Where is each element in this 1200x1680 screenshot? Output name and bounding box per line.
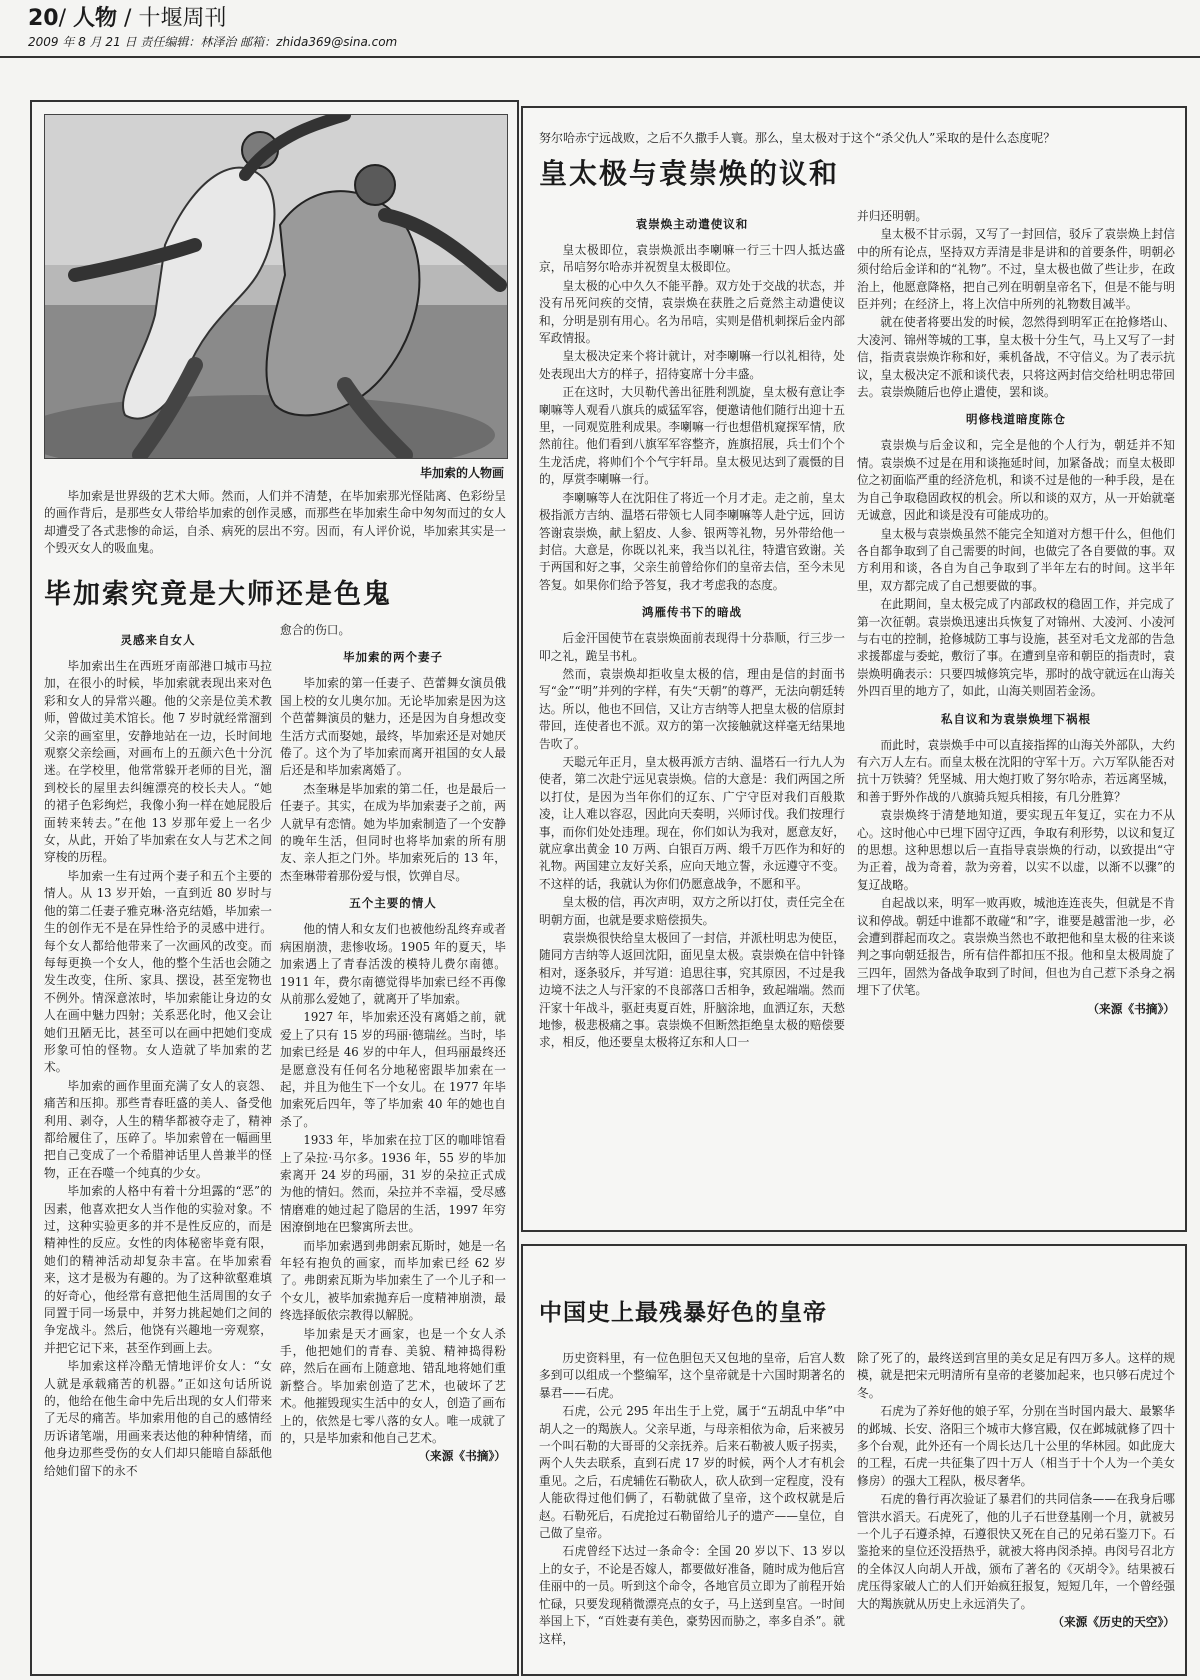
paragraph: 毕加索出生在西班牙南部港口城市马拉加，在很小的时候，毕加索就表现出来对色彩和女人的异常兴趣。他的父亲是位美术教师，曾做过美术馆长。他 7 岁时就经常溜到父亲的画室里，安静地站在一边，长时间地观察父亲绘画，对画布上的五颜六色十分沉迷。在学校里，他常常躲开老师的目光，溜到校长的屋里去纠缠漂亮的校长夫人。“她的裙子色彩绚烂，我像小狗一样在她屁股后面转来转去。”在他 13 岁那年爱上一名少女，从此，开始了毕加索在女人与艺术之间穿梭的历程。 xyxy=(44,659,272,865)
paragraph: 皇太极的心中久久不能平静。双方处于交战的状态，并没有吊死问疾的交情，袁崇焕在获胜之后竟然主动遣使议和，分明是别有用心。名为吊唁，实则是借机刺探后金内部军政情报。 xyxy=(539,278,845,346)
article-column xyxy=(44,622,272,1674)
paragraph: 毕加索的第一任妻子、芭蕾舞女演员俄国上校的女儿奥尔加。无论毕加索是因为这个芭蕾舞演员的魅力，还是因为自身想改变生活方式而娶她，最终，毕加索还是对她厌倦了。这个为了毕加索而离开祖国的女人最后还是和毕加索离婚了。 xyxy=(280,676,506,778)
paragraph: 石虎为了养好他的娘子军，分别在当时国内最大、最繁华的邺城、长安、洛阳三个城市大修宫殿，仅在邺城就修了四十多个台观，此外还有一个周长达几十公里的华林园。如此庞大的工程，石虎一共征集了四十万人（相当于十个人为一个美女修房）的强大工程队，极尽奢华。 xyxy=(857,1404,1175,1488)
paragraph: 自起战以来，明军一败再败，城池连连丧失，但就是不肯议和停战。朝廷中谁都不敢碰“和”字，谁要是越雷池一步，必会遭到群起而攻之。袁崇焕当然也不敢把他和皇太极的往来谈判之事向朝廷报告，所有信件都扣压不报。他和皇太极周旋了三四年，固然为备战争取到了时间，但也为自己惹下杀身之祸埋下了伏笔。 xyxy=(857,896,1175,998)
page-number: 20 xyxy=(28,6,59,31)
paragraph: 除了死了的，最终送到宫里的美女足足有四万多人。这样的规模，就是把宋元明清所有皇帝的老婆加起来，也只够石虎过个冬。 xyxy=(857,1351,1175,1400)
paragraph: 愈合的伤口。 xyxy=(280,623,351,637)
paragraph: 正在这时，大贝勒代善出征胜利凯旋，皇太极有意让李喇嘛等人观看八旗兵的威猛军容，便邀请他们随行出迎十五里，一同观览胜利成果。李喇嘛一行也想借机窥探军情，欣然前往。他们看到八旗军军容整齐，旌旗招展，兵士们个个生龙活虎，将帅们个个气宇轩昂。皇太极见达到了震慑的目的，厚赏李喇嘛一行。 xyxy=(539,385,845,487)
subheading: 鸿雁传书下的暗战 xyxy=(642,605,742,620)
picasso-article-box xyxy=(30,100,519,1676)
huangtaiji-article-box xyxy=(521,106,1187,1232)
subheading: 袁崇焕主动遣使议和 xyxy=(635,217,749,231)
source-credit: （来源《书摘》） xyxy=(418,1449,506,1464)
paragraph: 1927 年，毕加索还没有离婚之前，就爱上了只有 15 岁的玛丽·德瑞丝。当时，毕加索已经是 46 岁的中年人，但玛丽最终还是愿意没有任何名分地秘密跟毕加索在一起，并且为他生下一个女儿。在 1977 年毕加索死后四年，等了毕加索 40 年的她也自杀了。 xyxy=(280,1010,506,1129)
paragraph: 皇太极不甘示弱，又写了一封回信，驳斥了袁崇焕上封信中的所有论点，坚持双方弄清是非是讲和的首要条件，明朝必须付给后金详和的“礼物”。不过，皇太极也做了些让步，在政治上，他愿意降格，把自己列在明朝皇帝名下，但是不能与明臣并列；在经济上，将上次信中所列的礼物数目减半。 xyxy=(857,227,1175,312)
paragraph: 袁崇焕与后金议和，完全是他的个人行为，朝廷并不知情。袁崇焕不过是在用和谈拖延时间，加紧备战；而皇太极即位之初面临严重的经济危机，和谈不过是他的一种手段，是在为自己争取稳固政权的机会。所以和谈的双方，从一开始就毫无诚意，因此和谈是没有可能成功的。 xyxy=(857,438,1175,523)
header-info-line: 2009 年 8 月 21 日 责任编辑：林泽治 邮箱：zhida369@sina.com xyxy=(28,35,398,49)
paragraph: 然而，袁崇焕却拒收皇太极的信，理由是信的封面书写“金”“明”并列的字样，有失“天朝”的尊严，无法向朝廷转达。所以，他也不回信，又让方吉纳等人把皇太极的信原封带回，连使者也不派。双方的第一次接触就这样毫无结果地告吹了。 xyxy=(539,666,845,751)
paragraph: 杰奎琳是毕加索的第二任，也是最后一任妻子。其实，在成为毕加索妻子之前，两人就早有恋情。她为毕加索制造了一个安静的晚年生活，但同时也将毕加索的所有朋友、亲人拒之门外。毕加索死后的 13 年，杰奎琳带着那份爱与恨，饮弹自尽。 xyxy=(280,781,506,883)
article-column xyxy=(539,206,845,1224)
article-column xyxy=(539,1350,845,1672)
subheading: 明修栈道暗度陈仓 xyxy=(966,412,1066,427)
article-headline: 毕加索究竟是大师还是色鬼 xyxy=(44,579,392,610)
paragraph: 1933 年，毕加索在拉丁区的咖啡馆看上了朵拉·马尔多。1936 年，55 岁的毕加索离开 24 岁的玛丽，31 岁的朵拉正式成为他的情妇。然而，朵拉并不幸福，受尽感情磨难的她过起了隐居的生活，1997 年穷困潦倒地在巴黎寓所去世。 xyxy=(280,1133,506,1235)
paragraph: 他的情人和女友们也被他纷乱终弃或者病困崩溃，悲惨收场。1905 年的夏天，毕加索遇上了青春活泼的模特儿费尔南德。1911 年，费尔南德觉得毕加索已经不再像从前那么爱她了，就离开了毕加索。 xyxy=(280,922,506,1006)
paragraph: 而毕加索遇到弗朗索瓦斯时，她是一名年轻有抱负的画家，而毕加索已经 62 岁了。弗朗索瓦斯为毕加索生了一个儿子和一个女儿，被毕加索抛弃后一度精神崩溃，最终选择皈依宗教得以解脱。 xyxy=(280,1238,506,1323)
lede-paragraph: 毕加索是世界级的艺术大师。然而，人们并不清楚，在毕加索那光怪陆离、色彩纷呈的画作背后，是那些女人带给毕加索的创作灵感，而那些在毕加索生命中匆匆而过的女人却遭受了各式悲惨的命运，自杀、病死的层出不穷。因而，有人评价说，毕加索其实是一个毁灭女人的吸血鬼。 xyxy=(44,489,506,556)
painting-illustration xyxy=(45,115,507,458)
paragraph: 石虎，公元 295 年出生于上党，属于“五胡乱中华”中胡人之一的羯族人。父亲早逝，与母亲相依为命，后来被另一个叫石勒的大哥哥的父亲抚养。后来石勒被人贩子拐卖，两个人失去联系，直到石虎 17 岁的时候，两个人才有机会重见。之后，石虎辅佐石勒砍人，砍人砍到一定程度，没有人能砍得过他们俩了，石勒就做了皇帝，这个政权就是后赵。石勒死后，石虎抢过石勒留给儿子的遗产——皇位，自己做了皇帝。 xyxy=(539,1404,845,1541)
subheading: 灵感来自女人 xyxy=(120,633,196,647)
paragraph: 皇太极决定来个将计就计，对李喇嘛一行以礼相待，处处表现出大方的样子，招待宴席十分丰盛。 xyxy=(539,349,845,381)
paragraph: 皇太极与袁崇焕虽然不能完全知道对方想干什么，但他们各自都争取到了自己需要的时间，也做完了各自要做的事。双方利用和谈，各自为自己争取到了半年左右的时间。这半年里，双方都完成了自己想要做的事。 xyxy=(857,526,1175,593)
paragraph: 袁崇焕终于清楚地知道，要实现五年复辽，实在力不从心。这时他心中已埋下固守辽西，争取有利形势，以议和复辽的思想。这种思想以后一直指导袁崇焕的行动，以致提出“守为正着，战为奇着，款为旁着，以实不以虚，以渐不以骤”的复辽战略。 xyxy=(857,808,1175,892)
paragraph: 毕加索一生有过两个妻子和五个主要的情人。从 13 岁开始，一直到近 80 岁时与他的第二任妻子雅克琳·洛克结婚，毕加索一生的创作无不是在异性给予的灵感中进行。每个女人都给他带来了一次画风的改变。而每每更换一个女人，他的整个生活也会随之发生改变，住所、家具、摆设，甚至宠物也不例外。情深意浓时，毕加索能让身边的女人在画中魅力四射；关系恶化时，他又会让她们丑陋无比，甚至可以在画中把她们变成形象可怕的怪物。女人造就了毕加索的艺术。 xyxy=(44,868,272,1075)
subheading: 私自议和为袁崇焕埋下祸根 xyxy=(941,711,1091,726)
image-caption: 毕加索的人物画 xyxy=(419,466,504,480)
paragraph: 袁崇焕很快给皇太极回了一封信，并派杜明忠为使臣，随同方吉纳等人返回沈阳，面见皇太极。袁崇焕在信中针锋相对，逐条驳斥，并写道：追思往事，究其原因，不过是我边境不法之人与汗家的不良部落口舌相争，致起端端。然而汗家十年战斗，驱赶夷夏百姓，肝脑涂地，血洒辽东，天愁地惨，极悲极痛之事。袁崇焕不但断然拒绝皇太极的赔偿要求，相反，他还要皇太极将辽东和人口一 xyxy=(539,931,845,1050)
paragraph: 就在使者将要出发的时候，忽然得到明军正在抢修塔山、大凌河、锦州等城的工事，皇太极十分生气，马上又写了一封信，指责袁崇焕诈称和好，乘机备战，不守信义。为了表示抗议，皇太极决定不派和谈代表，只将这两封信交给杜明忠带回去。袁崇焕随后也停止遣使，罢和谈。 xyxy=(857,315,1175,400)
paragraph: 历史资料里，有一位色胆包天又包地的皇帝，后宫人数多到可以组成一个整编军，这个皇帝就是十六国时期著名的暴君——石虎。 xyxy=(539,1351,845,1400)
header-rule xyxy=(0,56,1200,58)
article-intro: 努尔哈赤宁远战败，之后不久撒手人寰。那么，皇太极对于这个“杀父仇人”采取的是什么态度呢？ xyxy=(539,131,1056,145)
header-title xyxy=(28,4,1178,34)
paragraph: 毕加索这样冷酷无情地评价女人：“女人就是承载痛苦的机器。”正如这句话所说的，他给在他生命中先后出现的女人们带来了无尽的痛苦。毕加索用他的自己的感情经历诉诸笔端，用画来表达他的种种情绪，而他身边那些受伤的女人们却只能暗自舔舐他给她们留下的永不 xyxy=(44,1359,272,1478)
article-headline: 皇太极与袁崇焕的议和 xyxy=(539,157,840,190)
paragraph: 石虎曾经下达过一条命令：全国 20 岁以下、13 岁以上的女子，不论是否嫁人，都要做好准备，随时成为他后宫佳丽中的一员。听到这个命令，各地官员立即为了前程开始忙碌，只要发现稍微漂亮点的女子，马上送到皇宫。一时间举国上下，“百姓妻有美色，豪势因而胁之，率多自杀”。就这样， xyxy=(539,1544,845,1646)
article-column xyxy=(857,208,1175,1224)
header-slash: / xyxy=(58,6,74,31)
paragraph: 在此期间，皇太极完成了内部政权的稳固工作，并完成了第一次征朝。袁崇焕迅速出兵恢复了对锦州、大凌河、小凌河与右屯的控制，抢修城防工事与设施，甚至对毛文龙部的告急求援都虚与委蛇，敷衍了事。在遭到皇帝和朝臣的指责时，袁崇焕明确表示：只要四城修筑完毕，那时的战守就远在山海关外四百里的地方了，如此，山海关则固若金汤。 xyxy=(857,597,1175,699)
subheading: 毕加索的两个妻子 xyxy=(343,650,443,665)
section-name: 人物 xyxy=(73,6,118,31)
paragraph: 天聪元年正月，皇太极再派方吉纳、温塔石一行九人为使者，第二次赴宁远见袁崇焕。信的大意是：我们两国之所以打仗，是因为当年你们的辽东、广宁守臣对我们百般欺凌，让人难以容忍，因此向天奏明，兴师讨伐。我们按理行事，而你们处处违理。现在，你们如认为我对，愿意友好，就应拿出黄金 10 万两、白银百万两、缎千万匹作为和好的礼物。两国建立友好关系，应向天地立誓，永远遵守不变。不这样的话，我就认为你们仍愿意战争，不愿和平。 xyxy=(539,754,845,891)
picasso-painting-image xyxy=(44,114,508,459)
paragraph: 皇太极的信，再次声明，双方之所以打仗，责任完全在明朝方面，也就是要求赔偿损失。 xyxy=(539,895,845,927)
paragraph: 李喇嘛等人在沈阳住了将近一个月才走。走之前，皇太极指派方吉纳、温塔石带领七人同李喇嘛等人赴宁远，回访答谢袁崇焕，献上貂皮、人参、银两等礼物，另外带给他一封信。大意是，你既以礼来，我当以礼往，特遣官致谢。关于两国和好之事，父亲生前曾给你们的皇帝去信，至今未见答复。如果你们给予答复，我才考虑我的态度。 xyxy=(539,490,845,592)
paragraph: 毕加索的人格中有着十分坦露的“恶”的因素，他喜欢把女人当作他的实验对象。不过，这种实验更多的并不是性反应的，而是精神性的反应。女性的肉体秘密毕竟有限，她们的精神活动却复杂丰富。在毕加索看来，这才是极为有趣的。为了这种欲壑难填的好奇心，他经常有意把他生活周围的女子同置于同一场景中，并努力挑起她们之间的争宠战斗。然后，他饶有兴趣地一旁观察，并把它记下来，甚至作到画上去。 xyxy=(44,1184,272,1355)
paragraph: 石虎的鲁行再次验证了暴君们的共同信条——在我身后哪管洪水滔天。石虎死了，他的儿子石世登基刚一个月，就被另一个儿子石遵杀掉，石遵很快又死在自己的兄弟石鉴刀下。石鉴抢来的皇位还没捂热乎，就被大将冉闵杀掉。冉闵号召北方的全体汉人向胡人开战，颁布了著名的《灭胡令》。结果被石虎压得家破人亡的人们开始疯狂报复，短短几年，一个曾经强大的羯族就从历史上永远消失了。 xyxy=(857,1492,1175,1611)
article-lede xyxy=(44,488,506,558)
publication-name: 十堰周刊 xyxy=(138,6,227,31)
source-credit: （来源《书摘》） xyxy=(1087,1001,1175,1016)
paragraph: 皇太极即位，袁崇焕派出李喇嘛一行三十四人抵达盛京，吊唁努尔哈赤并祝贺皇太极即位。 xyxy=(539,243,845,275)
subheading: 五个主要的情人 xyxy=(349,896,437,911)
page-header xyxy=(28,4,1178,58)
shihu-article-box xyxy=(521,1244,1187,1676)
article-column xyxy=(857,1350,1175,1672)
paragraph: 并归还明朝。 xyxy=(857,209,928,223)
article-column xyxy=(280,622,506,1674)
header-slash: / xyxy=(117,6,139,31)
paragraph: 而此时，袁崇焕手中可以直接指挥的山海关外部队，大约有六万人左右。而皇太极在沈阳的守军十万。六万军队能否对抗十万铁骑？凭坚城、用大炮打败了努尔哈赤，若远离坚城，和善于野外作战的八旗骑兵短兵相接，有几分胜算？ xyxy=(857,737,1175,804)
paragraph: 毕加索是天才画家，也是一个女人杀手，他把她们的青春、美貌、精神捣得粉碎，然后在画布上随意地、错乱地将她们重新整合。毕加索创造了艺术，也破坏了艺术。他摧毁现实生活中的女人，创造了画布上的，依然是七零八落的女人。唯一成就了的，只是毕加索和他自己艺术。 xyxy=(280,1326,506,1446)
article-headline: 中国史上最残暴好色的皇帝 xyxy=(539,1300,827,1326)
paragraph: 毕加索的画作里面充满了女人的哀怨、痛苦和压抑。那些青春旺盛的美人、备受他利用、剥夺，人生的精华都被夺走了，精神都给履住了，压碎了。毕加索曾在一幅画里把自己变成了一个希腊神话里人兽兼半的怪物，正在吞噬一个纯真的少女。 xyxy=(44,1078,272,1180)
source-credit: （来源《历史的天空》） xyxy=(1052,1615,1175,1630)
paragraph: 后金汗国使节在袁崇焕面前表现得十分恭顺，行三步一叩之礼，跪呈书札。 xyxy=(539,631,845,663)
